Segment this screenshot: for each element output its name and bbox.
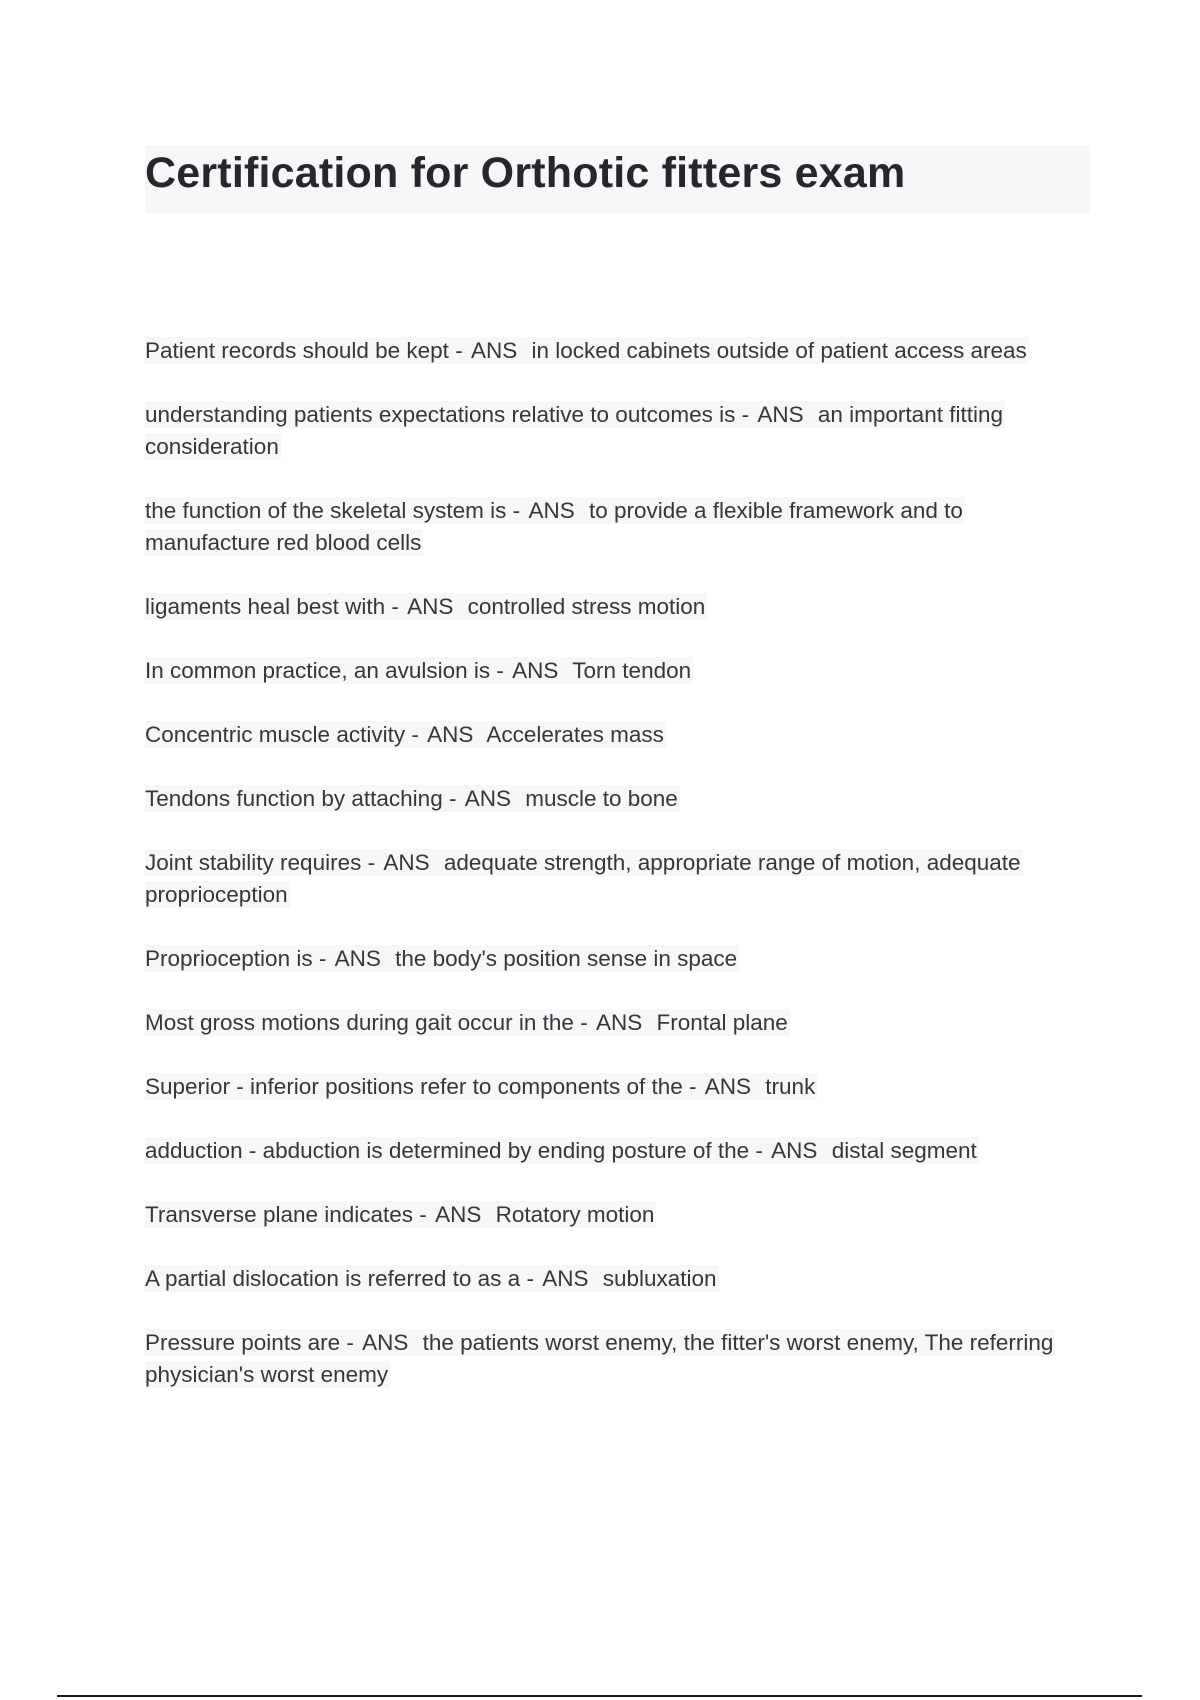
answer-text: an important fitting consideration	[145, 402, 1003, 459]
answer-text: Torn tendon	[572, 658, 692, 683]
answer-text: Rotatory motion	[495, 1202, 655, 1227]
question-text: Concentric muscle activity -	[145, 722, 426, 747]
question-text: In common practice, an avulsion is -	[145, 658, 511, 683]
qa-item	[145, 335, 1090, 367]
answer-text: Frontal plane	[656, 1010, 788, 1035]
answer-marker: ANS	[595, 1010, 643, 1035]
question-text: Pressure points are -	[145, 1330, 361, 1355]
qa-item	[145, 591, 1090, 623]
qa-item	[145, 1199, 1090, 1231]
answer-marker: ANS	[427, 722, 474, 747]
page-bottom-rule	[57, 1695, 1142, 1697]
answer-marker: ANS	[464, 786, 511, 811]
question-text: Joint stability requires -	[145, 850, 382, 875]
qa-item	[145, 847, 1090, 911]
question-text: Proprioception is -	[145, 946, 333, 971]
answer-marker: ANS	[757, 402, 804, 427]
question-text: Transverse plane indicates -	[145, 1202, 434, 1227]
answer-marker: ANS	[334, 946, 381, 971]
answer-marker: ANS	[407, 594, 454, 619]
question-text: understanding patients expectations relative to outcomes is -	[145, 402, 756, 427]
answer-marker: ANS	[383, 850, 430, 875]
qa-item	[145, 719, 1090, 751]
answer-marker: ANS	[542, 1266, 589, 1291]
question-text: ligaments heal best with -	[145, 594, 406, 619]
answer-text: adequate strength, appropriate range of motion, adequate proprioception	[145, 850, 1021, 907]
answer-text: to provide a flexible framework and to manufacture red blood cells	[145, 498, 963, 555]
qa-item	[145, 1263, 1090, 1295]
qa-item	[145, 1007, 1090, 1039]
qa-item	[145, 1327, 1090, 1391]
answer-marker: ANS	[704, 1074, 752, 1099]
qa-item	[145, 495, 1090, 559]
answer-marker: ANS	[362, 1330, 409, 1355]
qa-list	[145, 335, 1090, 1423]
qa-item	[145, 943, 1090, 975]
qa-item	[145, 1135, 1090, 1167]
answer-marker: ANS	[771, 1138, 818, 1163]
qa-item	[145, 1071, 1090, 1103]
qa-item	[145, 783, 1090, 815]
answer-text: subluxation	[602, 1266, 717, 1291]
answer-text: distal segment	[831, 1138, 977, 1163]
question-text: Superior - inferior positions refer to components of the -	[145, 1074, 703, 1099]
question-text: the function of the skeletal system is -	[145, 498, 527, 523]
answer-marker: ANS	[435, 1202, 482, 1227]
question-text: A partial dislocation is referred to as a -	[145, 1266, 541, 1291]
answer-text: trunk	[765, 1074, 816, 1099]
answer-text: the body's position sense in space	[395, 946, 738, 971]
question-text: Patient records should be kept -	[145, 338, 469, 363]
answer-text: the patients worst enemy, the fitter's worst enemy, The referring physician's worst enemy	[145, 1330, 1054, 1387]
question-text: Most gross motions during gait occur in the -	[145, 1010, 594, 1035]
answer-marker: ANS	[528, 498, 575, 523]
qa-item	[145, 399, 1090, 463]
answer-text: muscle to bone	[525, 786, 678, 811]
answer-marker: ANS	[512, 658, 559, 683]
answer-text: in locked cabinets outside of patient access areas	[531, 338, 1027, 363]
page-title: Certification for Orthotic fitters exam	[145, 149, 906, 197]
qa-item	[145, 655, 1090, 687]
answer-text: Accelerates mass	[486, 722, 664, 747]
question-text: adduction - abduction is determined by ending posture of the -	[145, 1138, 770, 1163]
answer-text: controlled stress motion	[467, 594, 706, 619]
question-text: Tendons function by attaching -	[145, 786, 463, 811]
answer-marker: ANS	[470, 338, 518, 363]
